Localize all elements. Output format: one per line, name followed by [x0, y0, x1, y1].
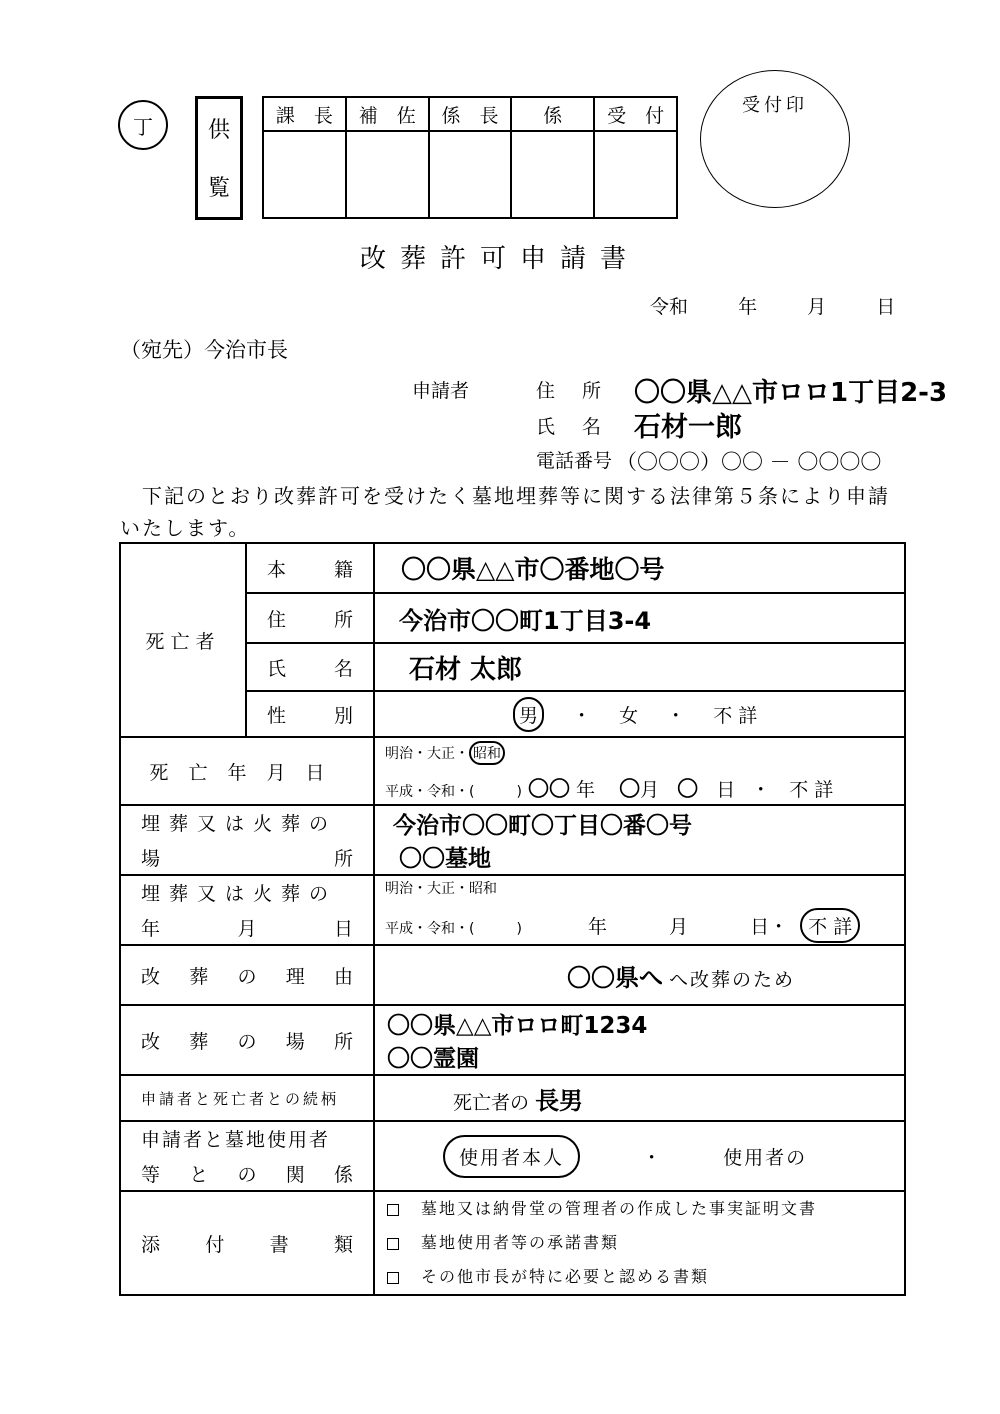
reason-destination: 〇〇県へ: [567, 963, 663, 992]
reason-text: へ改葬のため: [669, 968, 796, 991]
burial-era-line2: 平成・令和・( ): [385, 920, 522, 937]
approval-table: [262, 96, 678, 219]
burial-date-label: 埋葬又は火葬の 年 月 日: [120, 875, 374, 945]
burial-day-unit: 日・: [750, 915, 789, 938]
honseki-label: 本 籍: [246, 543, 374, 593]
attachments-label: 添付書類: [120, 1191, 374, 1295]
approval-cell[interactable]: [429, 131, 512, 218]
page-title: 改葬許可申請書: [359, 244, 640, 274]
kyouran-box: [195, 96, 243, 220]
cemetery-relation-label: 申請者と墓地使用者 等との関係: [120, 1121, 374, 1191]
deceased-address-value[interactable]: 今治市〇〇町1丁目3-4: [374, 593, 905, 643]
death-era-showa[interactable]: 昭和: [469, 741, 505, 765]
burial-month-unit: 月: [669, 915, 689, 938]
date-era: 令和: [650, 296, 689, 318]
death-unknown[interactable]: ・ 不 詳: [751, 779, 834, 801]
applicant-address-value: 〇〇県△△市ロロ1丁目2-3: [634, 378, 948, 408]
death-date-label: 死亡年月日: [120, 737, 374, 805]
application-form-table: [119, 542, 906, 1296]
approval-cell[interactable]: [263, 131, 346, 218]
option-user-self[interactable]: 使用者本人: [443, 1135, 580, 1178]
death-date-value[interactable]: [374, 737, 905, 805]
checkbox-icon[interactable]: [387, 1238, 399, 1250]
date-month: 月: [807, 296, 827, 318]
applicant-name-label: 氏 名: [536, 416, 606, 438]
sex-option-unknown[interactable]: 不詳: [713, 704, 764, 727]
ding-mark: 丁: [118, 100, 168, 150]
intro-text: 下記のとおり改葬許可を受けたく墓地埋葬等に関する法律第５条により申請いたします。: [120, 484, 890, 540]
kyouran-char-1: 供: [207, 117, 230, 143]
applicant-name-value: 石材一郎: [634, 412, 742, 443]
deceased-group-label: 死亡者: [120, 543, 246, 737]
applicant-phone-label: 電話番号: [536, 450, 613, 472]
applicant-phone-value: （〇〇〇）〇〇 － 〇〇〇〇: [616, 450, 882, 474]
sex-options[interactable]: [374, 691, 905, 737]
relation-value[interactable]: [374, 1075, 905, 1121]
honseki-value[interactable]: 〇〇県△△市〇番地〇号: [374, 543, 905, 593]
approval-header-uketsuke: 受 付: [594, 97, 677, 131]
burial-date-value[interactable]: [374, 875, 905, 945]
death-day-value: 〇: [677, 777, 699, 801]
checkbox-icon[interactable]: [387, 1272, 399, 1284]
attachment-item-2[interactable]: 墓地使用者等の承諾書類: [387, 1226, 904, 1260]
attachments-list: [374, 1191, 905, 1295]
death-month-unit: 月: [640, 779, 660, 801]
applicant-heading: 申請者: [412, 380, 470, 402]
burial-place-value[interactable]: 今治市〇〇町〇丁目〇番〇号 〇〇墓地: [374, 805, 905, 875]
cemetery-relation-value[interactable]: [374, 1121, 905, 1191]
burial-era-line1: 明治・大正・昭和: [385, 880, 497, 897]
approval-cell[interactable]: [594, 131, 677, 218]
date-line: [650, 292, 895, 319]
reason-value[interactable]: [374, 945, 905, 1005]
reason-label: 改葬の理由: [120, 945, 374, 1005]
approval-header-kakari: 係: [511, 97, 594, 131]
new-place-label: 改葬の場所: [120, 1005, 374, 1075]
sex-label: 性 別: [246, 691, 374, 737]
approval-header-hosa: 補 佐: [346, 97, 429, 131]
death-month-value: 〇: [619, 777, 641, 801]
attachment-item-1[interactable]: 墓地又は納骨堂の管理者の作成した事実証明文書: [387, 1192, 904, 1226]
death-day-unit: 日: [716, 779, 736, 801]
deceased-address-label: 住 所: [246, 593, 374, 643]
date-day: 日: [876, 296, 896, 318]
receipt-stamp-label: 受付印: [742, 95, 808, 116]
applicant-address-label: 住 所: [536, 380, 606, 402]
checkbox-icon[interactable]: [387, 1204, 399, 1216]
sex-separator: ・: [572, 704, 592, 727]
death-era-line2: 平成・令和・( ): [385, 784, 522, 800]
receipt-stamp-circle: [700, 70, 850, 208]
burial-year-unit: 年: [587, 915, 607, 938]
date-year: 年: [738, 296, 758, 318]
sex-separator: ・: [666, 704, 686, 727]
relation-label: 申請者と死亡者との続柄: [120, 1075, 374, 1121]
approval-header-kakarichou: 係 長: [429, 97, 512, 131]
addressee: （宛先）今治市長: [120, 338, 288, 362]
death-year-value: 〇〇: [527, 777, 570, 801]
deceased-name-label: 氏 名: [246, 643, 374, 691]
approval-header-kachou: 課 長: [263, 97, 346, 131]
kyouran-char-2: 覧: [207, 175, 230, 201]
option-user-other[interactable]: 使用者の: [723, 1146, 808, 1169]
new-place-value[interactable]: 〇〇県△△市ロロ町1234 〇〇霊園: [374, 1005, 905, 1075]
burial-place-label: 埋葬又は火葬の 場 所: [120, 805, 374, 875]
approval-cell[interactable]: [346, 131, 429, 218]
sex-option-female[interactable]: 女: [619, 704, 639, 727]
death-era-line1: 明治・大正・: [385, 746, 469, 762]
relation-prefix: 死亡者の: [453, 1091, 530, 1114]
cemetery-separator: ・: [642, 1146, 662, 1169]
sex-option-male[interactable]: 男: [513, 697, 544, 732]
deceased-name-value[interactable]: 石材 太郎: [374, 643, 905, 691]
burial-unknown-selected[interactable]: 不 詳: [800, 908, 860, 943]
death-year-unit: 年: [576, 779, 596, 801]
approval-cell[interactable]: [511, 131, 594, 218]
attachment-item-3[interactable]: その他市長が特に必要と認める書類: [387, 1260, 904, 1294]
relation-handwritten: 長男: [535, 1086, 584, 1115]
